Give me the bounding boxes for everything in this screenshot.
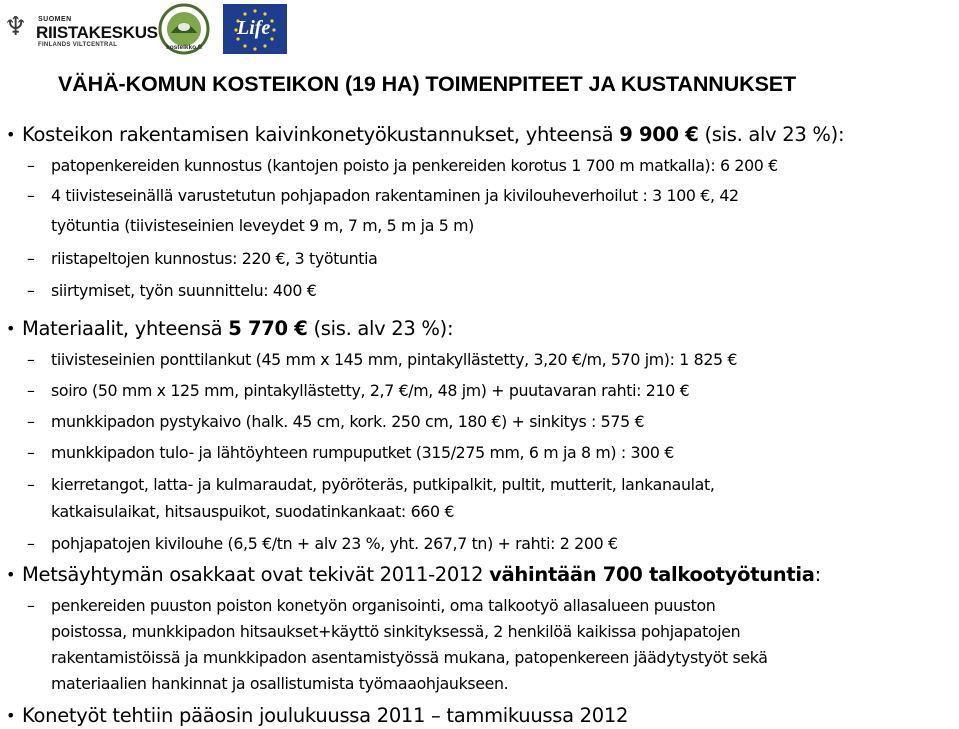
dash-icon: – [27, 381, 35, 400]
riista-top-text: SUOMEN [38, 16, 72, 23]
dash-icon: – [27, 412, 35, 431]
bullet-2-text: Materiaalit, yhteensä 5 770 € (sis. alv 23 %): [22, 317, 454, 340]
life-text: Life [237, 17, 271, 39]
dash-icon: – [27, 249, 35, 268]
dash-icon: – [27, 156, 35, 175]
bullet-icon: • [6, 319, 16, 338]
dash-icon: – [27, 475, 35, 494]
dash-icon: – [27, 350, 35, 369]
riistakeskus-logo [4, 8, 158, 50]
logo-bar [0, 0, 959, 60]
antler-emblem-icon: ♆ [4, 12, 28, 42]
kosteikko-logo [155, 3, 213, 55]
riista-sub-text: FINLANDS VILTCENTRAL [38, 42, 118, 48]
page-title: VÄHÄ-KOMUN KOSTEIKON (19 HA) TOIMENPITEET JA KUSTANNUKSET [58, 72, 797, 96]
dash-icon: – [27, 596, 35, 615]
bullet-icon: • [6, 706, 16, 725]
bullet-1-text: Kosteikon rakentamisen kaivinkonetyökustannukset, yhteensä 9 900 € (sis. alv 23 %): [22, 123, 845, 146]
kosteikko-text: kosteikko.fi [166, 44, 202, 51]
bullet-icon: • [6, 125, 16, 144]
dash-icon: – [27, 186, 35, 205]
dash-icon: – [27, 443, 35, 462]
bullet-3-text: Metsäyhtymän osakkaat ovat tekivät 2011-2012 vähintään 700 talkootyötuntia: [22, 563, 821, 586]
riista-name-text: RIISTAKESKUS [36, 23, 158, 42]
life-logo [223, 4, 287, 54]
bullet-4-text: Konetyöt tehtiin pääosin joulukuussa 2011 – tammikuussa 2012 [22, 704, 629, 727]
bullet-icon: • [6, 565, 16, 584]
dash-icon: – [27, 281, 35, 300]
dash-icon: – [27, 534, 35, 553]
